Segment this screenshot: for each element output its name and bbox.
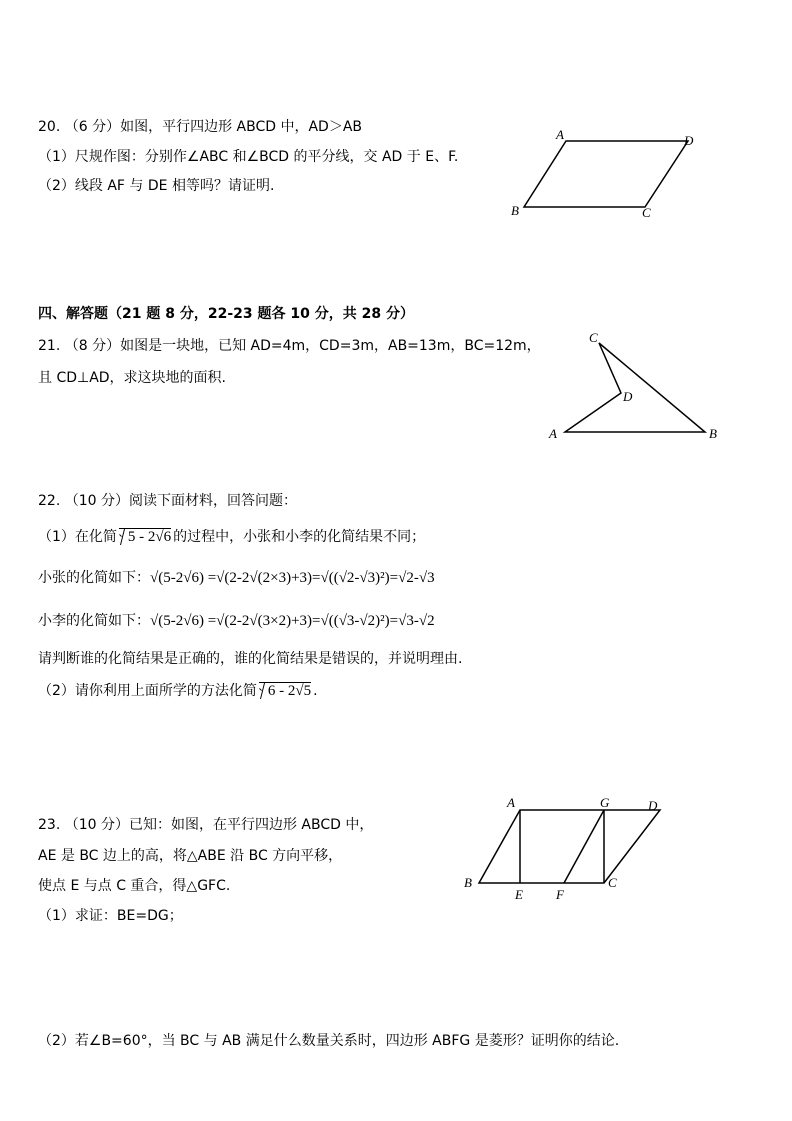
q22-part1-suffix: 的过程中，小张和小李的化简结果不同； [173, 529, 426, 545]
q22-part1-radical: 5 - 2√6 [119, 528, 171, 545]
q21-label-c: C [589, 330, 598, 345]
q22-zhang-label: 小张的化简如下： [38, 570, 150, 586]
q23-heading: 23. （10 分）已知：如图，在平行四边形 ABCD 中， [38, 817, 374, 833]
q20-part2: （2）线段 AF 与 DE 相等吗？请证明. [38, 178, 275, 194]
q22-part2 [38, 681, 318, 701]
q20-heading: 20. （6 分）如图，平行四边形 ABCD 中，AD＞AB [38, 119, 363, 135]
q22-li-expression: √(5-2√6) =√(2-2√(3×2)+3)=√((√3-√2)²)=√3-√2 [150, 613, 435, 629]
q20-label-b: B [511, 203, 519, 218]
q23-line2: AE 是 BC 边上的高，将△ABE 沿 BC 方向平移， [38, 848, 343, 864]
q23-label-c: C [608, 875, 617, 890]
q21-quadrilateral-figure [545, 325, 735, 445]
q22-part2-suffix: . [313, 683, 318, 699]
q22-part2-prefix: （2）请你利用上面所学的方法化简 [38, 683, 257, 699]
q23-label-a: A [507, 795, 515, 810]
q23-part2: （2）若∠B=60°，当 BC 与 AB 满足什么数量关系时，四边形 ABFG 是菱形？证明你的结论. [38, 1033, 620, 1049]
q22-heading: 22. （10 分）阅读下面材料，回答问题： [38, 493, 297, 509]
q22-part2-radical: 6 - 2√5 [259, 682, 311, 699]
q20-parallelogram-figure [508, 125, 708, 225]
q22-zhang [38, 568, 435, 588]
q23-label-e: E [515, 887, 523, 902]
q22-part1 [38, 527, 425, 547]
q23-label-g: G [600, 795, 610, 810]
q22-part1-prefix: （1）在化简 [38, 529, 117, 545]
q21-label-d: D [623, 389, 633, 404]
q22-zhang-expression: √(5-2√6) =√(2-2√(2×3)+3)=√((√2-√3)²)=√2-√3 [150, 570, 435, 586]
q23-label-f: F [556, 887, 564, 902]
section-4-title: 四、解答题（21 题 8 分，22-23 题各 10 分，共 28 分） [38, 306, 414, 322]
q23-part1: （1）求证：BE=DG； [38, 908, 183, 924]
q23-label-d: D [648, 798, 658, 813]
q21-heading: 21. （8 分）如图是一块地，已知 AD=4m，CD=3m，AB=13m，BC=12m， [38, 338, 541, 354]
q20-part1: （1）尺规作图：分别作∠ABC 和∠BCD 的平分线，交 AD 于 E、F. [38, 149, 459, 165]
q21-label-a: A [549, 426, 557, 441]
q22-li [38, 611, 435, 631]
q21-part1: 且 CD⊥AD，求这块地的面积. [38, 370, 227, 386]
q21-label-b: B [709, 426, 717, 441]
q23-parallelogram-figure [460, 793, 675, 903]
q23-line3: 使点 E 与点 C 重合，得△GFC. [38, 878, 231, 894]
q20-label-c: C [642, 205, 651, 220]
q20-label-d: D [684, 133, 694, 148]
q22-li-label: 小李的化简如下： [38, 613, 150, 629]
q23-label-b: B [464, 875, 472, 890]
q20-label-a: A [556, 127, 564, 142]
q22-judge: 请判断谁的化简结果是正确的，谁的化简结果是错误的，并说明理由. [38, 651, 463, 667]
